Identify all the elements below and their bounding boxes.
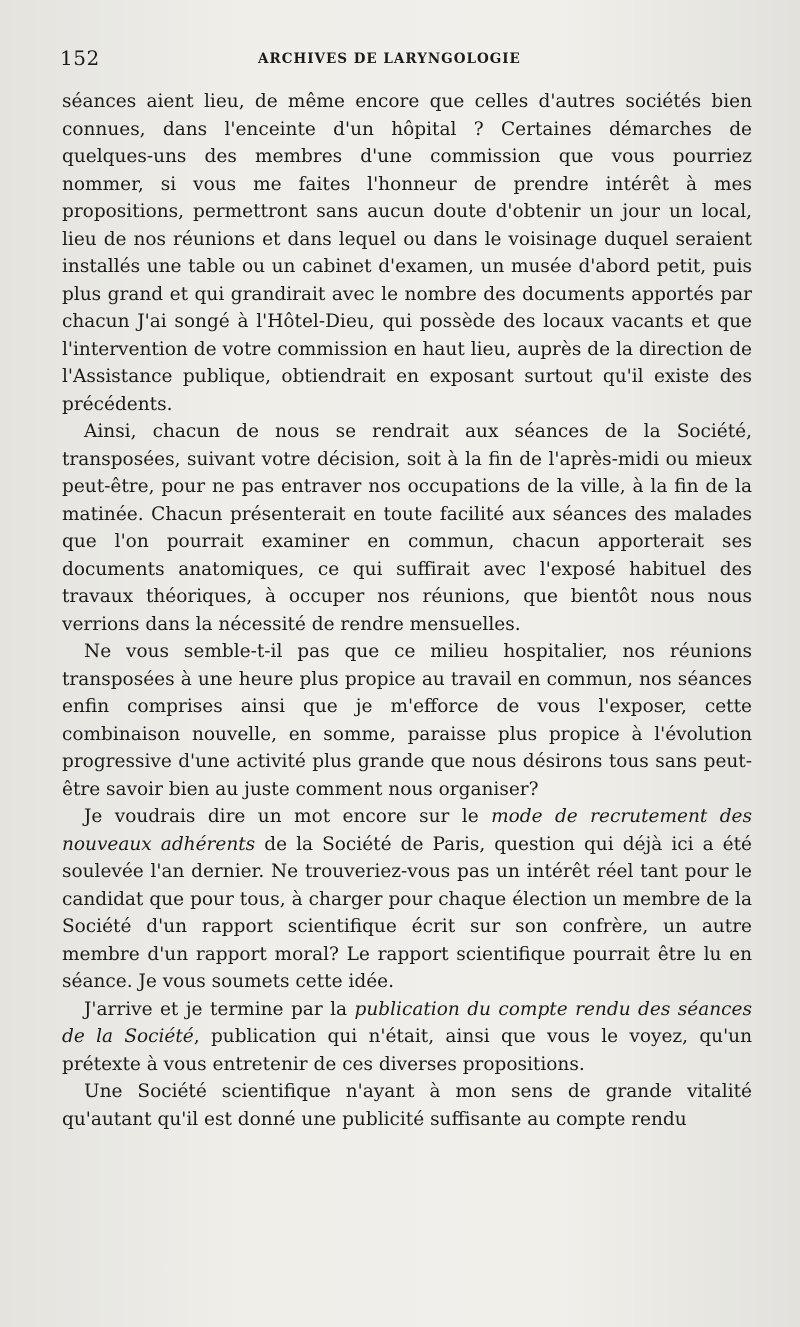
paragraph-4-end: de la Société de Paris, question qui déjà ici a été soulevée l'an dernier. Ne trouveriez-vous pas un intérêt réel tant pour le candidat que pour tous, à charger pour chaque élection un membre de la Société d'un rapport scientifique écrit sur son confrère, un autre membre d'un rapport moral? Le rapport scientifique pourrait être lu en séance. Je vous soumets cette idée. — [62, 833, 752, 992]
paragraph-2: Ainsi, chacun de nous se rendrait aux séances de la Société, transposées, suivant votre décision, soit à la fin de l'après-midi ou mieux peut-être, pour ne pas entraver nos occupations de la ville, à la fin de la matinée. Chacun présenterait en toute facilité aux séances des malades que l'on pourrait examiner en commun, chacun apporterait ses documents anatomiques, ce qui suffirait avec l'exposé habituel des travaux théoriques, à occuper nos réunions, que bientôt nous nous verrions dans la nécessité de rendre mensuelles. — [62, 421, 752, 635]
running-head: ARCHIVES DE LARYNGOLOGIE — [258, 51, 521, 67]
paragraph-4 — [62, 803, 752, 996]
paragraph-5 — [62, 996, 752, 1079]
paragraph-4-italic: mode de recrutement des nouveaux adhérents — [62, 806, 752, 855]
paragraph-5-start: J'arrive et je termine par la — [84, 998, 355, 1020]
paragraph-5-italic: publication du compte rendu des séances de la Société — [62, 998, 752, 1047]
paragraph-3: Ne vous semble-t-il pas que ce milieu hospitalier, nos réunions transposées à une heure plus propice au travail en commun, nos séances enfin comprises ainsi que je m'efforce de vous l'exposer, cette combinaison nouvelle, en somme, paraisse plus propice à l'évolution progressive d'une activité plus grande que nous désirons tous sans peut-être savoir bien au juste comment nous organiser? — [62, 641, 752, 800]
body-text — [62, 88, 752, 1133]
paragraph-5-end: , publication qui n'était, ainsi que vous le voyez, qu'un prétexte à vous entretenir de ces diverses propositions. — [62, 1026, 753, 1075]
page-number: 152 — [60, 46, 100, 70]
page-header — [60, 46, 750, 76]
paragraph-6: Une Société scientifique n'ayant à mon sens de grande vitalité qu'autant qu'il est donné une publicité suffisante au compte rendu — [62, 1081, 752, 1130]
paragraph-1: séances aient lieu, de même encore que celles d'autres sociétés bien connues, dans l'enceinte d'un hôpital ? Certaines démarches de quelques-uns des membres d'une commission que vous pourriez nommer, si vous me faites l'honneur de prendre intérêt à mes propositions, permettront sans aucun doute d'obtenir un jour un local, lieu de nos réunions et dans lequel ou dans le voisinage duquel seraient installés une table ou un cabinet d'examen, un musée d'abord petit, puis plus grand et qui grandirait avec le nombre des documents apportés par chacun J'ai songé à l'Hôtel-Dieu, qui possède des locaux vacants et que l'intervention de votre commission en haut lieu, auprès de la direction de l'Assistance publique, obtiendrait en exposant surtout qu'il existe des précédents. — [62, 91, 752, 415]
paragraph-4-start: Je voudrais dire un mot encore sur le — [84, 806, 492, 827]
